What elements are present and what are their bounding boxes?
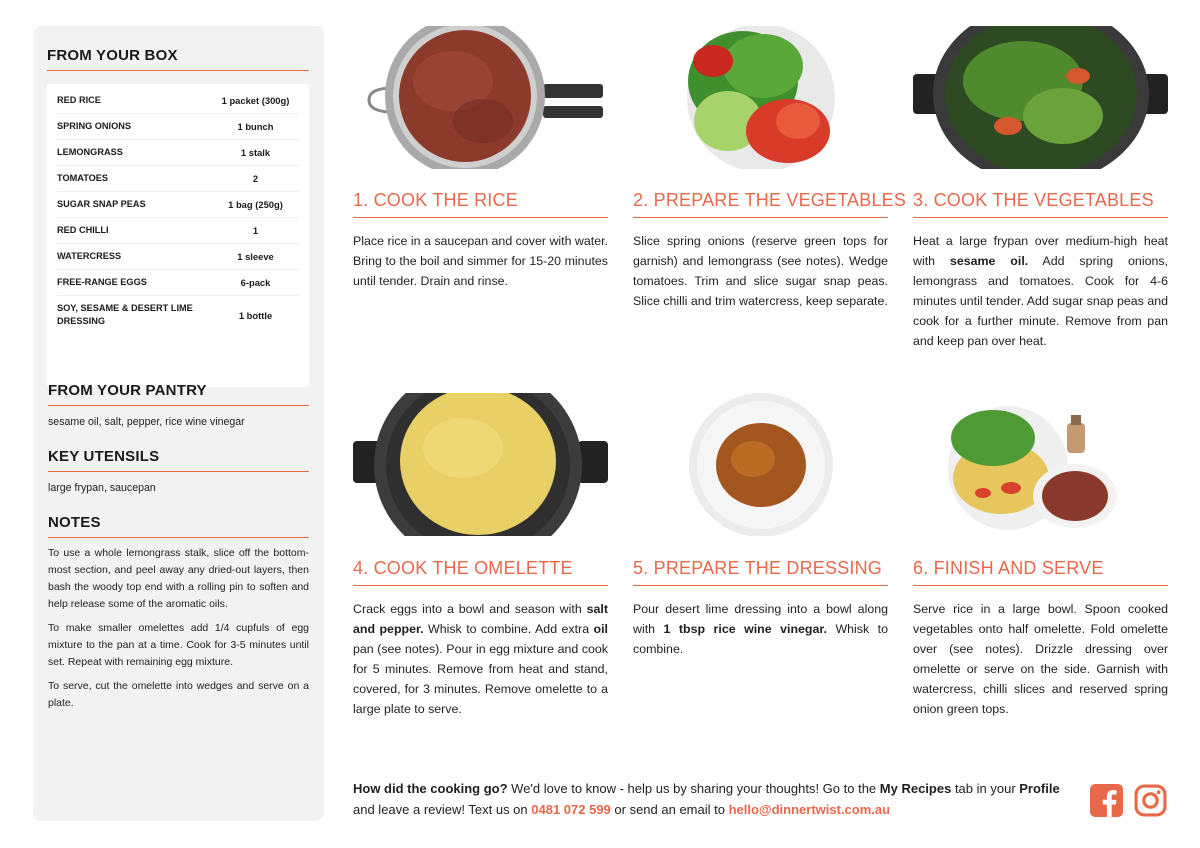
ingredient-row [57, 140, 299, 166]
step-title: 4. COOK THE OMELETTE [353, 558, 608, 586]
ingredient-qty: 6-pack [240, 277, 271, 288]
ingredient-row [57, 296, 299, 334]
feedback-footer: How did the cooking go? We'd love to know - help us by sharing your thoughts! Go to the My Recipes tab in your Profile and leave a review! Text us on 0481 072 599 or send an email to hello@dinnertwist.com.au [353, 781, 1060, 817]
ingredient-row [57, 114, 299, 140]
note-paragraph: To serve, cut the omelette into wedges and serve on a plate. [48, 680, 309, 709]
step-text: Pour desert lime dressing into a bowl along with 1 tbsp rice wine vinegar. Whisk to combine. [633, 602, 888, 656]
emphasis: oil [593, 622, 609, 636]
ingredient-name: LEMONGRASS [57, 147, 123, 157]
ingredient-row [57, 270, 299, 296]
footer-bold: Profile [1019, 781, 1060, 796]
step-title: 5. PREPARE THE DRESSING [633, 558, 888, 586]
ingredient-name: TOMATOES [57, 173, 109, 183]
pantry-section [48, 382, 309, 431]
emphasis: salt and pepper. [353, 602, 608, 636]
ingredient-qty: 1 bottle [238, 309, 273, 321]
step-3 [913, 190, 1168, 351]
ingredient-name: FREE-RANGE EGGS [57, 277, 147, 287]
ingredient-qty: 1 [252, 225, 259, 236]
dressing-bowl-image [633, 393, 888, 536]
ingredient-row [57, 244, 299, 270]
ingredient-qty: 1 packet (300g) [221, 95, 290, 106]
instagram-icon[interactable] [1134, 784, 1167, 817]
ingredient-qty: 1 bunch [237, 121, 274, 132]
ingredient-name: SOY, SESAME & DESERT LIME DRESSING [57, 303, 193, 326]
ingredient-qty: 1 sleeve [237, 251, 274, 262]
ingredient-qty: 1 stalk [240, 147, 271, 158]
step-title: 1. COOK THE RICE [353, 190, 608, 218]
ingredient-name: RED RICE [57, 95, 101, 105]
utensils-heading: KEY UTENSILS [48, 448, 309, 472]
ingredient-row [57, 88, 299, 114]
pantry-text: sesame oil, salt, pepper, rice wine vinegar [48, 416, 245, 428]
ingredient-name: SUGAR SNAP PEAS [57, 199, 146, 209]
frypan-vegetables-image [913, 26, 1168, 169]
rice-saucepan-image [353, 26, 608, 169]
step-text: Slice spring onions (reserve green tops for garnish) and lemongrass (see notes). Wedge tomatoes. Trim and slice sugar snap peas. Slice chilli and trim watercress, keep separate. [633, 234, 888, 308]
from-your-box-heading: FROM YOUR BOX [47, 47, 309, 71]
ingredient-name: SPRING ONIONS [57, 121, 132, 131]
step-title: 2. PREPARE THE VEGETABLES [633, 190, 888, 218]
step-title: 3. COOK THE VEGETABLES [913, 190, 1168, 218]
note-paragraph: To use a whole lemongrass stalk, slice off the bottom-most section, and peel away any dried-out layers, then bash the woody top end with a rolling pin to soften and help release some of the aromatic oils. [48, 547, 309, 610]
note-paragraph: To make smaller omelettes add 1/4 cupfuls of egg mixture to the pan at a time. Cook for 3-5 minutes until set. Repeat with remaining egg mixture. [48, 622, 309, 668]
step-5 [633, 558, 888, 659]
step-6 [913, 558, 1168, 719]
emphasis: sesame oil. [949, 254, 1029, 268]
step-2 [633, 190, 907, 311]
facebook-icon[interactable] [1090, 784, 1123, 817]
step-text: Serve rice in a large bowl. Spoon cooked vegetables onto half omelette. Fold omelette over (see notes). Drizzle dressing over omelette or serve on the side. Garnish with watercress, chilli slices and reserved spring onion green tops. [913, 602, 1168, 716]
email-link[interactable]: hello@dinnertwist.com.au [728, 802, 891, 817]
notes-section [48, 514, 309, 712]
footer-bold: My Recipes [879, 781, 952, 796]
utensils-section [48, 448, 309, 497]
ingredient-name: WATERCRESS [57, 251, 122, 261]
ingredient-row [57, 192, 299, 218]
phone-link[interactable]: 0481 072 599 [531, 802, 611, 817]
ingredient-qty: 1 bag (250g) [228, 199, 283, 210]
step-1 [353, 190, 608, 291]
notes-heading: NOTES [48, 514, 309, 538]
omelette-pan-image [353, 393, 608, 536]
step-4 [353, 558, 608, 719]
vegetables-plate-image [633, 26, 888, 169]
step-text: Crack eggs into a bowl and season with salt and pepper. Whisk to combine. Add extra oil pan (see notes). Pour in egg mixture and cook for 5 minutes. Remove from heat and stand, covered, for 3 minutes. Remove omelette to a large plate to serve. [353, 602, 609, 716]
step-title: 6. FINISH AND SERVE [913, 558, 1168, 586]
finished-dish-image [913, 393, 1168, 536]
sidebar [33, 26, 324, 821]
ingredient-name: RED CHILLI [57, 225, 109, 235]
ingredients-table [47, 84, 309, 387]
utensils-text: large frypan, saucepan [48, 482, 156, 494]
ingredient-row [57, 218, 299, 244]
emphasis: 1 tbsp rice wine vinegar. [663, 622, 827, 636]
footer-bold: How did the cooking go? [353, 781, 508, 796]
ingredient-row [57, 166, 299, 192]
step-text: Place rice in a saucepan and cover with water. Bring to the boil and simmer for 15-20 minutes until tender. Drain and rinse. [353, 234, 608, 288]
ingredient-qty: 2 [252, 173, 259, 184]
pantry-heading: FROM YOUR PANTRY [48, 382, 309, 406]
step-text: Heat a large frypan over medium-high heat with sesame oil. Add spring onions, lemongrass and tomatoes. Cook for 4-6 minutes until tender. Add sugar snap peas and cook for a further minute. Remove from pan and keep pan over heat. [913, 234, 1168, 348]
